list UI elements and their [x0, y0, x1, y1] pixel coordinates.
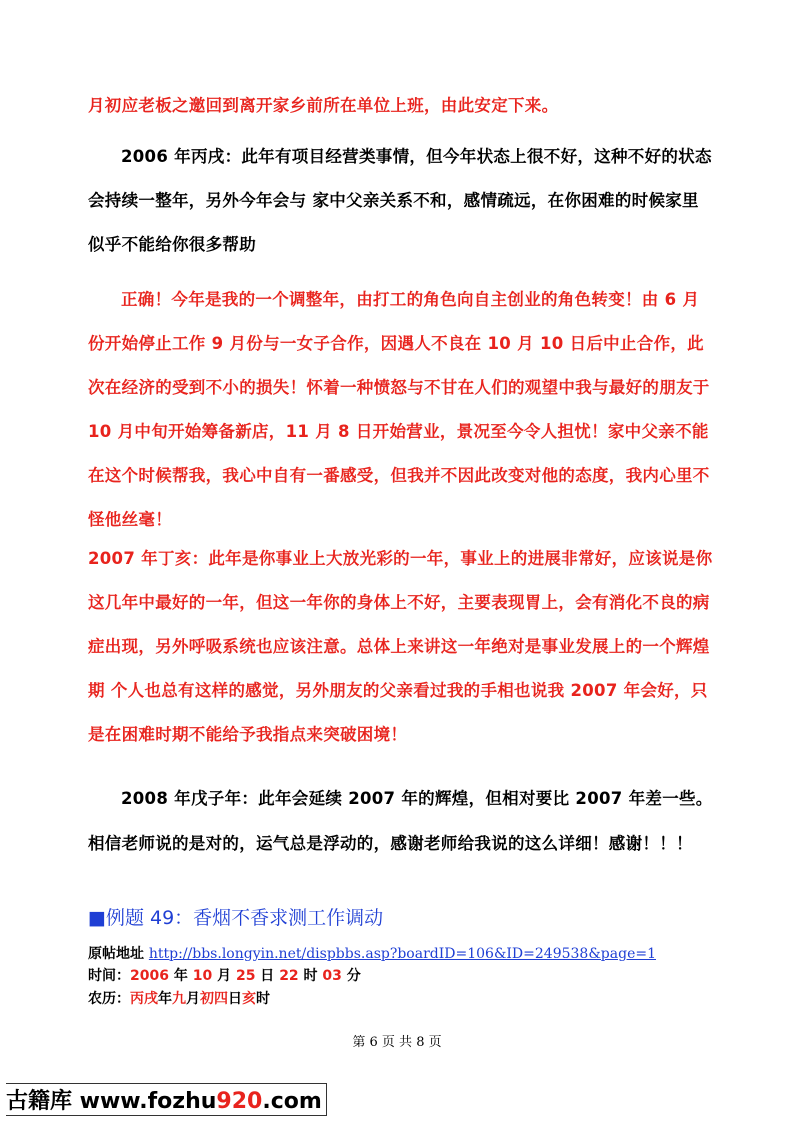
site-brand-watermark — [6, 1083, 327, 1116]
time-year: 2006 — [130, 968, 169, 984]
time-hour-unit: 时 — [298, 968, 323, 984]
lunar-label: 农历： — [88, 991, 130, 1007]
paragraph-2006-feedback: 正确！今年是我的一个调整年，由打工的角色向自主创业的角色转变！由 6 月份开始停止工作 9 月份与一女子合作，因遇人不良在 10 月 10 日后中止合作，此次在经济的受到不小的损失！怀着一种愤怒与不甘在人们的观望中我与最好的朋友于 10 月中旬开始筹备新店，11 月 8 日开始营业，景况至今令人担忧！家中父亲不能在这个时候帮我，我心中自有一番感受，但我并不因此改变对他的态度，我内心里不怪他丝毫！ — [88, 290, 710, 529]
source-label: 原帖地址 — [88, 946, 149, 962]
time-day-unit: 日 — [255, 968, 280, 984]
lunar-line — [88, 988, 270, 1010]
time-label: 时间： — [88, 968, 130, 984]
time-year-unit: 年 — [168, 968, 193, 984]
paragraph-2006: 2006 年丙戌：此年有项目经营类事情，但今年状态上很不好，这种不好的状态会持续一整年，另外今年会与 家中父亲关系不和，感情疏远，在你困难的时候家里似乎不能给你很多帮助 — [88, 147, 712, 254]
paragraph-2008: 2008 年戊子年：此年会延续 2007 年的辉煌，但相对要比 2007 年差一些。 — [121, 789, 713, 808]
time-day: 25 — [235, 968, 256, 984]
source-link[interactable]: http://bbs.longyin.net/dispbbs.asp?boardID=106&ID=249538&page=1 — [148, 946, 656, 962]
page-footer: 第 6 页 共 8 页 — [352, 1035, 442, 1050]
time-minute: 03 — [322, 968, 342, 984]
brand-suffix: .com — [262, 1089, 322, 1114]
lunar-month-unit: 月 — [186, 991, 200, 1007]
time-line — [88, 965, 361, 987]
square-bullet-icon: ■ — [88, 907, 106, 929]
time-month-unit: 月 — [212, 968, 236, 984]
lunar-month: 九 — [172, 991, 186, 1007]
example-title: 例题 49：香烟不香求测工作调动 — [105, 907, 384, 929]
paragraph-thanks: 相信老师说的是对的，运气总是浮动的，感谢老师给我说的这么详细！感谢！！！ — [88, 834, 693, 853]
lunar-hour-unit: 时 — [256, 991, 270, 1007]
lunar-year: 丙戌 — [130, 991, 158, 1007]
brand-prefix: 古籍库 www.fozhu — [6, 1089, 217, 1114]
paragraph-2007: 2007 年丁亥：此年是你事业上大放光彩的一年，事业上的进展非常好，应该说是你这几年中最好的一年，但这一年你的身体上不好，主要表现胃上，会有消化不良的病症出现，另外呼吸系统也应该注意。总体上来讲这一年绝对是事业发展上的一个辉煌期 个人也总有这样的感觉，另外朋友的父亲看过我的手相也说我 2007 年会好，只是在困难时期不能给予我指点来突破困境！ — [88, 549, 713, 744]
lunar-day: 初四 — [200, 991, 228, 1007]
time-month: 10 — [192, 968, 213, 984]
brand-number: 920 — [216, 1089, 263, 1114]
lunar-year-unit: 年 — [158, 991, 172, 1007]
time-minute-unit: 分 — [341, 968, 361, 984]
lunar-day-unit: 日 — [228, 991, 242, 1007]
lunar-hour: 亥 — [242, 991, 256, 1007]
example-heading — [88, 903, 383, 930]
paragraph-1: 月初应老板之邀回到离开家乡前所在单位上班，由此安定下来。 — [88, 96, 559, 115]
time-hour: 22 — [279, 968, 299, 984]
source-line — [88, 943, 656, 965]
